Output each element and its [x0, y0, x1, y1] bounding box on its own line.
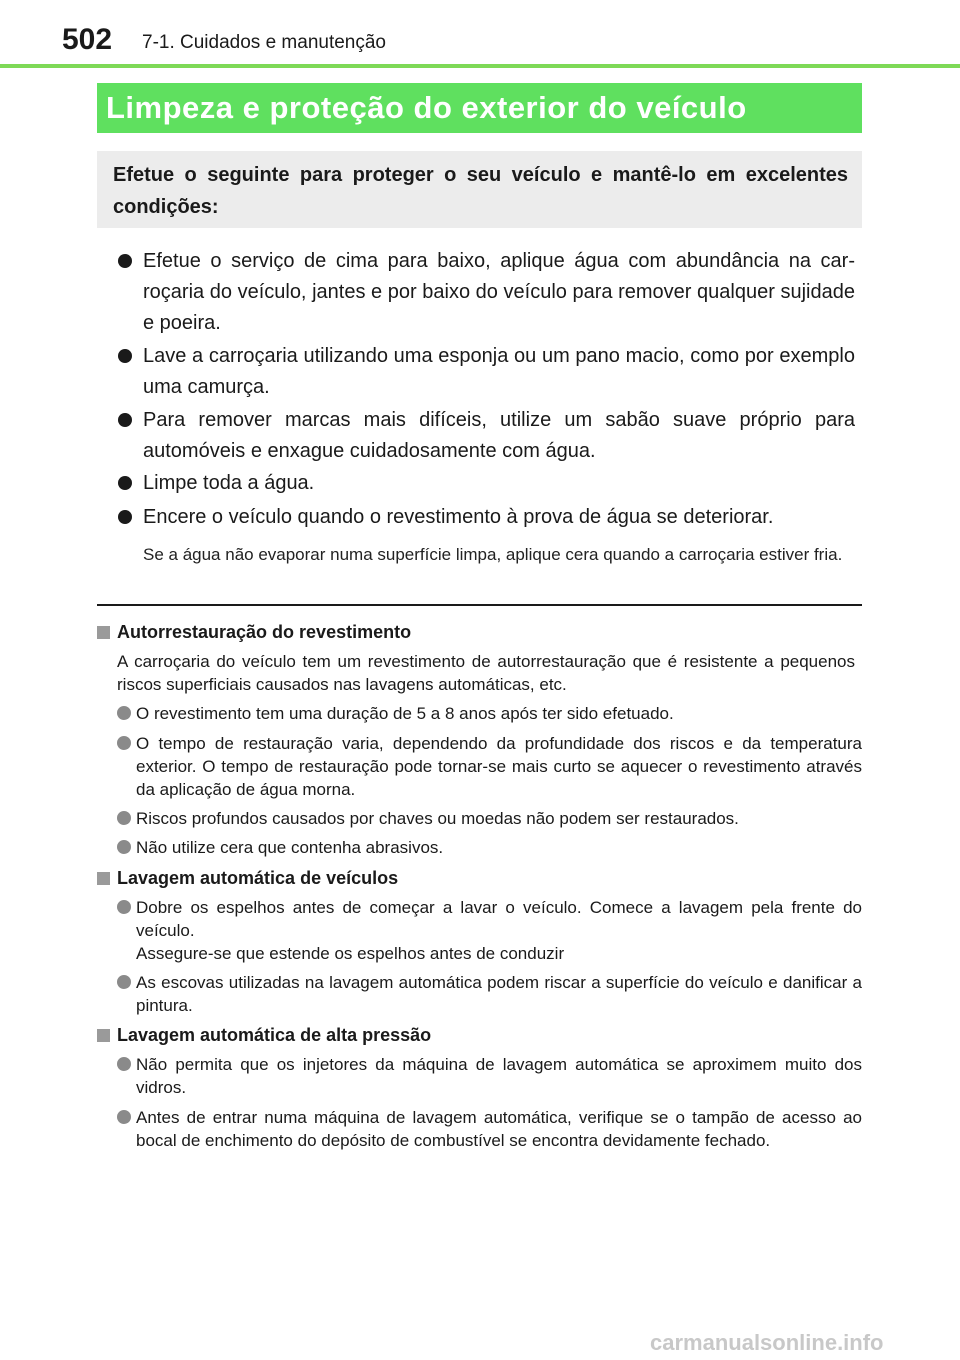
subsection-paragraph: A carroçaria do veículo tem um revestimento de autorrestauração que é resistente a pequenos riscos superficiais causados nas lavagens automáticas, etc. — [117, 652, 855, 694]
subsection-heading — [97, 1023, 431, 1047]
bullet-text: Lave a carroçaria utilizando uma esponja ou um pano macio, como por exemplo uma camurça. — [143, 345, 855, 398]
intro-text: Efetue o seguinte para proteger o seu veículo e mantê-lo em excelentes condições: — [113, 164, 848, 218]
bullet-text: Para remover marcas mais difíceis, utilize um sabão suave próprio para automóveis e enxague cuidadosamente com água. — [143, 409, 855, 462]
sub-item — [117, 702, 862, 725]
sub-item-text: O tempo de restauração varia, dependendo da profundidade dos riscos e da temperatura exterior. O tempo de restauração pode tornar-se mais curto se aquecer o revestimento através da aplicação de água morna. — [136, 734, 862, 799]
page-number: 502 — [62, 23, 113, 56]
bullet-dot-icon — [117, 811, 131, 825]
watermark-text: carmanualsonline.info — [650, 1330, 884, 1355]
sub-item-text: Antes de entrar numa máquina de lavagem automática, verifique se o tampão de acesso ao bocal de enchimento do depósito de combustível se encontra devidamente fechado. — [136, 1108, 862, 1150]
sub-item — [117, 896, 862, 965]
bullet-item — [118, 246, 855, 339]
square-bullet-icon — [97, 872, 110, 885]
subsection-heading — [97, 866, 398, 890]
intro-box — [97, 151, 862, 228]
bullet-dot-icon — [117, 975, 131, 989]
section-title-bar — [97, 83, 862, 133]
bullet-dot-icon — [118, 510, 132, 524]
bullet-dot-icon — [117, 840, 131, 854]
sub-item-text: As escovas utilizadas na lavagem automática podem riscar a superfície do veículo e danificar a pintura. — [136, 973, 862, 1015]
bullet-dot-icon — [118, 349, 132, 363]
sub-item-text: Dobre os espelhos antes de começar a lavar o veículo. Comece a lavagem pela frente do veículo. — [136, 898, 862, 940]
bullet-item — [118, 341, 855, 403]
bullet-text: Limpe toda a água. — [143, 472, 315, 494]
bullet-dot-icon — [118, 476, 132, 490]
sub-item — [117, 971, 862, 1017]
bullet-dot-icon — [117, 900, 131, 914]
bullet-dot-icon — [117, 1110, 131, 1124]
bullet-dot-icon — [117, 736, 131, 750]
bullet-item — [118, 502, 855, 533]
sub-item — [117, 807, 862, 830]
sub-item — [117, 1053, 862, 1099]
bullet-item — [118, 405, 855, 467]
sub-item — [117, 1106, 862, 1152]
subsection-heading-text: Autorrestauração do revestimento — [117, 622, 412, 642]
bullet-dot-icon — [118, 254, 132, 268]
bullet-text: Efetue o serviço de cima para baixo, aplique água com abundância na carroçaria do veículo, jantes e por baixo do veículo para remover qualquer sujidade e poeira. — [143, 250, 855, 334]
square-bullet-icon — [97, 626, 110, 639]
bullet-dot-icon — [118, 413, 132, 427]
sub-item-text: Riscos profundos causados por chaves ou moedas não podem ser restaurados. — [136, 809, 739, 828]
sub-item-text: Não permita que os injetores da máquina de lavagem automática se aproximem muito dos vidros. — [136, 1055, 862, 1097]
sub-item — [117, 732, 862, 801]
sub-item-text: Não utilize cera que contenha abrasivos. — [136, 838, 444, 857]
bullet-text: Encere o veículo quando o revestimento à prova de água se deteriorar. — [143, 506, 774, 528]
header-rule — [0, 64, 960, 68]
subsection-heading-text: Lavagem automática de veículos — [117, 868, 399, 888]
bullet-item — [118, 468, 855, 499]
note-text: Se a água não evaporar numa superfície limpa, aplique cera quando a carroçaria estiver fria. — [143, 545, 843, 564]
subsection-heading-text: Lavagem automática de alta pressão — [117, 1025, 432, 1045]
square-bullet-icon — [97, 1029, 110, 1042]
section-title: Limpeza e proteção do exterior do veículo — [106, 90, 747, 125]
sub-item-text: O revestimento tem uma duração de 5 a 8 anos após ter sido efetuado. — [136, 704, 674, 723]
subsection-heading — [97, 620, 411, 644]
sub-item — [117, 836, 862, 859]
bullet-dot-icon — [117, 706, 131, 720]
section-divider — [97, 604, 862, 606]
chapter-title: 7-1. Cuidados e manutenção — [142, 32, 386, 53]
sub-item-extra-text: Assegure-se que estende os espelhos antes de conduzir — [136, 944, 565, 963]
bullet-dot-icon — [117, 1057, 131, 1071]
